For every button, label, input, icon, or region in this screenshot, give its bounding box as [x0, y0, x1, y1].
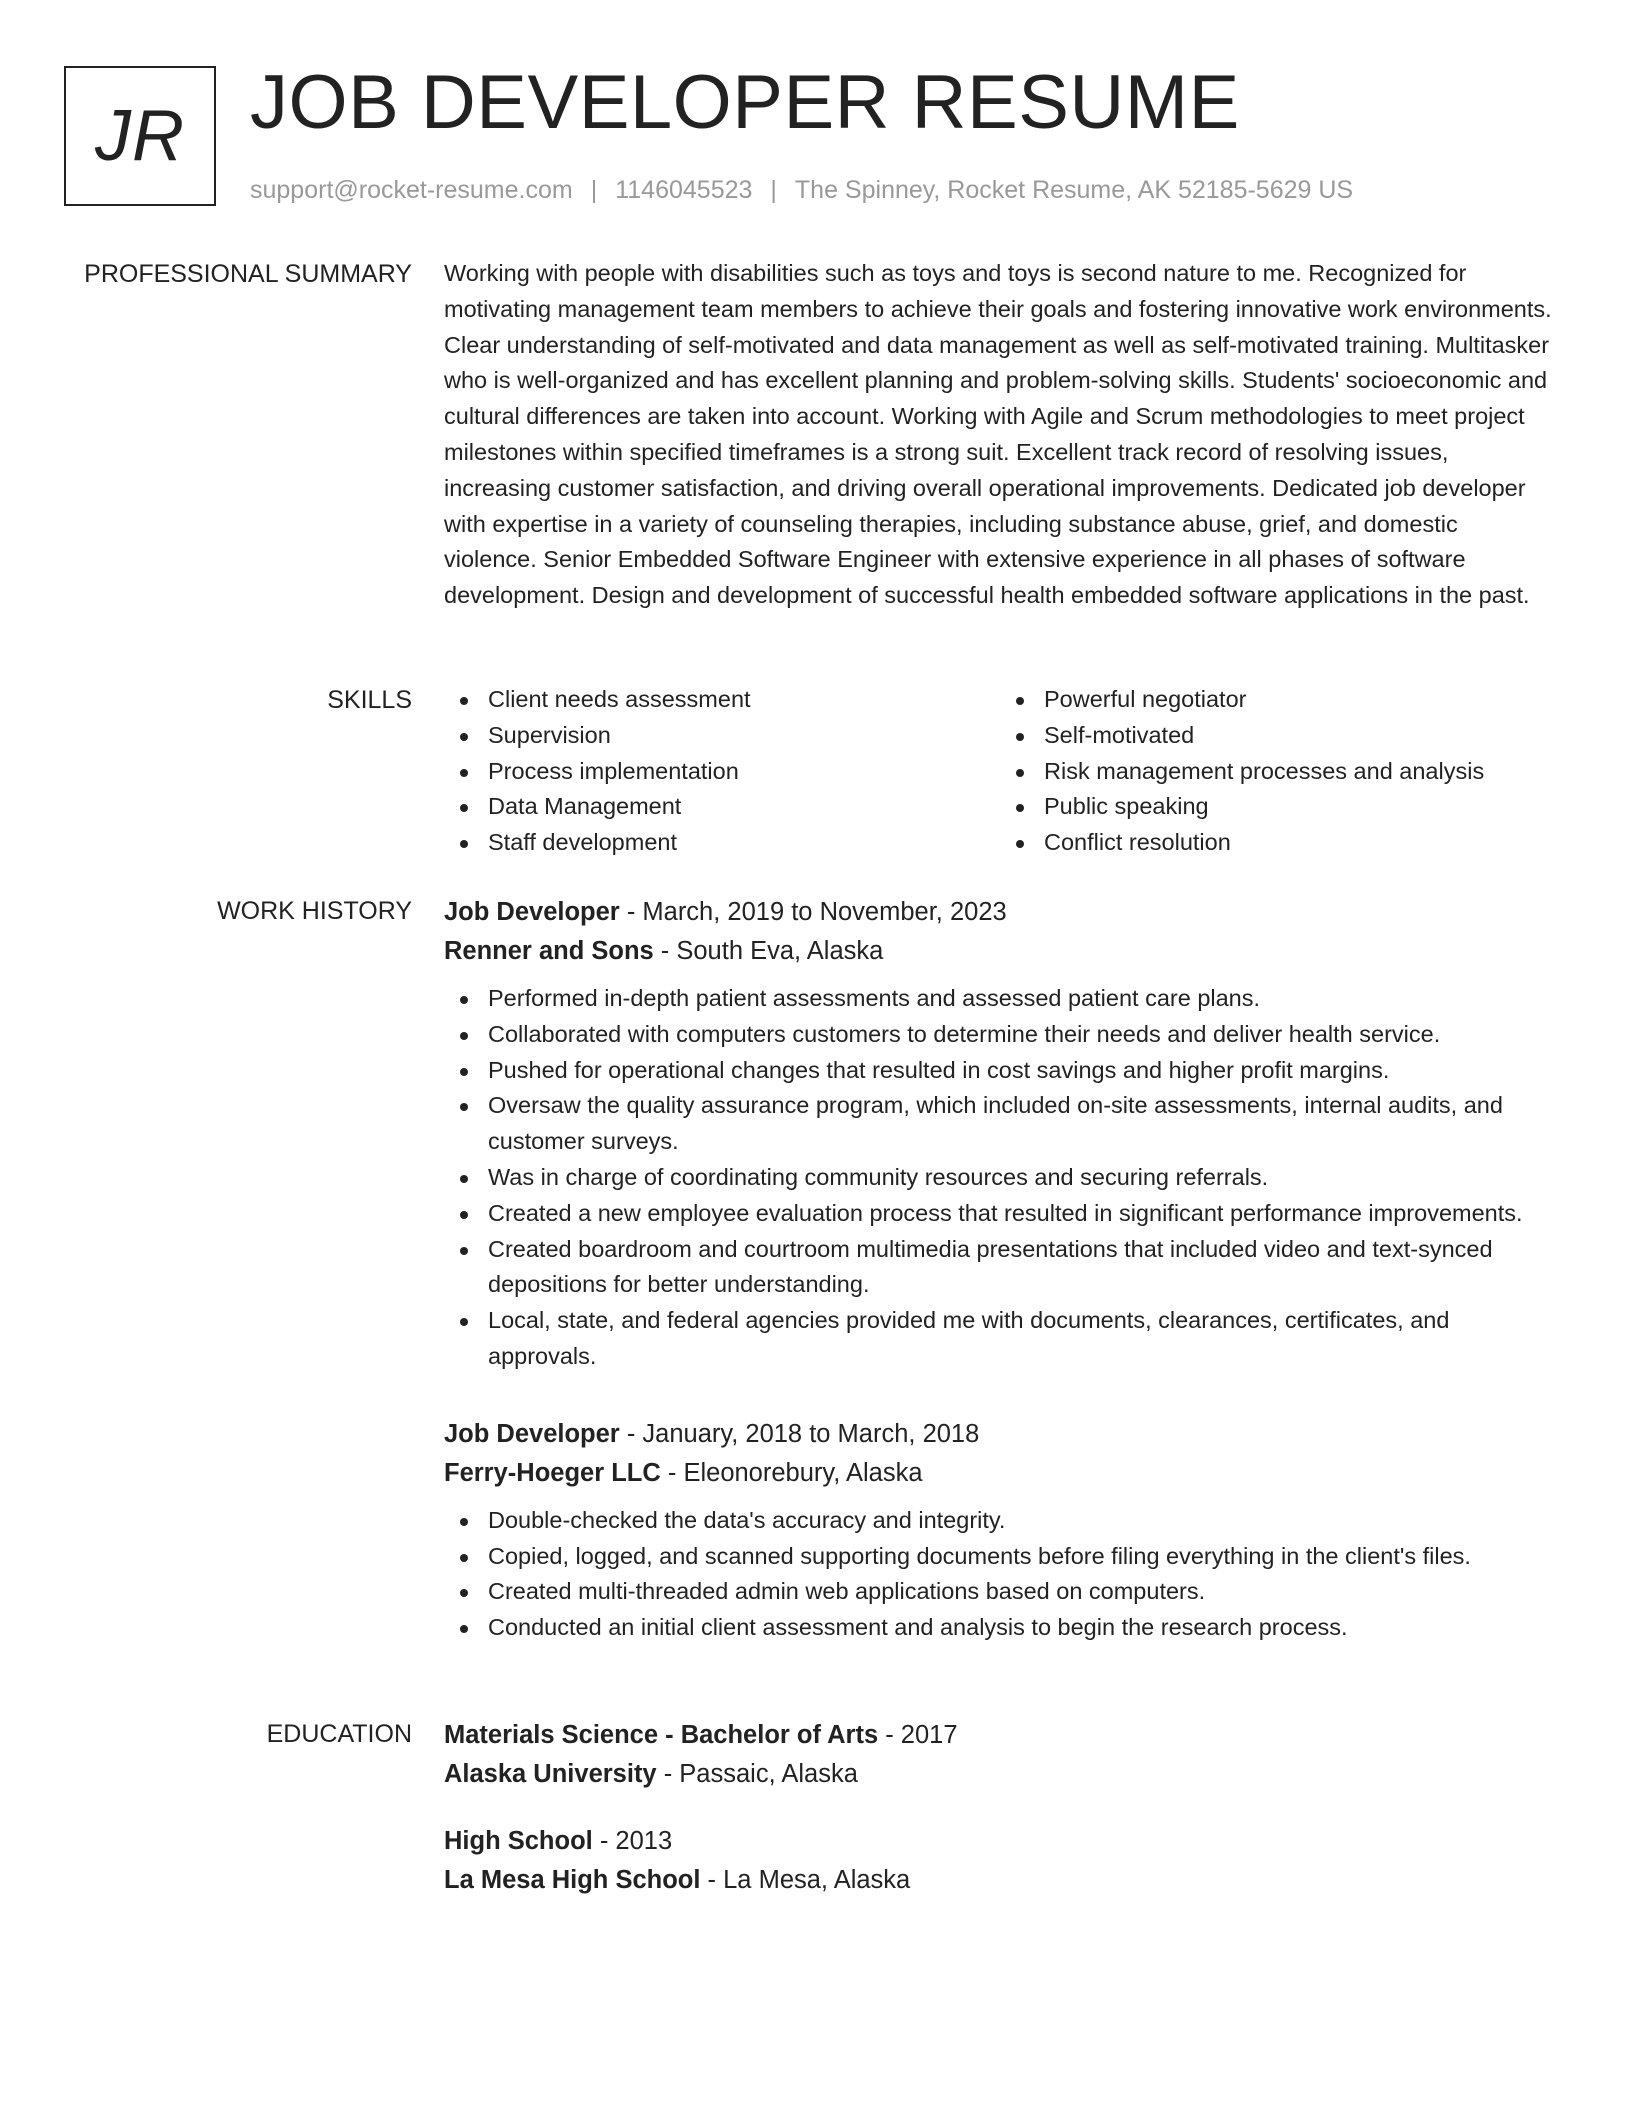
- education-entry: [444, 1822, 1556, 1900]
- school-location: - La Mesa, Alaska: [700, 1866, 911, 1894]
- job-duties-list: [444, 1503, 1556, 1646]
- job-dates: - March, 2019 to November, 2023: [619, 898, 1007, 926]
- job-location: - South Eva, Alaska: [653, 937, 884, 965]
- contact-email: support@rocket-resume.com: [250, 176, 573, 204]
- job-duty: Created a new employee evaluation process that resulted in significant performance improvements.: [444, 1196, 1556, 1232]
- resume-title: JOB DEVELOPER RESUME: [250, 60, 1240, 145]
- job-duty: Double-checked the data's accuracy and integrity.: [444, 1503, 1556, 1539]
- job-title-line: [444, 1415, 1556, 1454]
- monogram-logo: JR: [64, 66, 216, 206]
- skill-item: Public speaking: [1044, 789, 1556, 825]
- degree-line: [444, 1716, 1556, 1755]
- school-line: [444, 1861, 1556, 1900]
- skills-label: SKILLS: [327, 686, 412, 714]
- job-title: Job Developer: [444, 1419, 620, 1448]
- job-duty: Conducted an initial client assessment and analysis to begin the research process.: [444, 1610, 1556, 1646]
- skill-item: Conflict resolution: [1044, 825, 1556, 861]
- job-duty: Performed in-depth patient assessments and assessed patient care plans.: [444, 981, 1556, 1017]
- job-company-line: [444, 932, 1556, 971]
- skill-item: Self-motivated: [1044, 718, 1556, 754]
- degree-year: - 2013: [592, 1827, 673, 1855]
- school-line: [444, 1755, 1556, 1794]
- skill-item: Risk management processes and analysis: [1044, 754, 1556, 790]
- job-duty: Local, state, and federal agencies provided me with documents, clearances, certificates, and approvals.: [444, 1303, 1556, 1375]
- contact-address: The Spinney, Rocket Resume, AK 52185-5629 US: [794, 176, 1354, 204]
- contact-phone: 1146045523: [615, 176, 753, 204]
- work-history-body: [444, 893, 1556, 1674]
- school-location: - Passaic, Alaska: [656, 1760, 858, 1788]
- summary-text: Working with people with disabilities such as toys and toys is second nature to me. Recognized for motivating management team members to achieve their goals and fostering innovative work environments. Clear understanding of self-motivated and data management as well as self-motivated training. Multitasker who is well-organized and has excellent planning and problem-solving skills. Students' socioeconomic and cultural differences are taken into account. Working with Agile and Scrum methodologies to meet project milestones within specified timeframes is a strong suit. Excellent track record of resolving issues, increasing customer satisfaction, and driving overall operational improvements. Dedicated job developer with expertise in a variety of counseling therapies, including substance abuse, grief, and domestic violence. Senior Embedded Software Engineer with extensive experience in all phases of software development. Design and development of successful health embedded software applications in the past.: [444, 260, 1552, 609]
- contact-separator: |: [590, 176, 598, 204]
- degree-year: - 2017: [878, 1721, 958, 1749]
- job-title-line: [444, 893, 1556, 932]
- job-entry: [444, 1415, 1556, 1646]
- job-duty: Collaborated with computers customers to determine their needs and deliver health service.: [444, 1017, 1556, 1053]
- skill-item: Process implementation: [488, 754, 1000, 790]
- job-duty: Oversaw the quality assurance program, which included on-site assessments, internal audits, and customer surveys.: [444, 1088, 1556, 1160]
- degree-name: Materials Science - Bachelor of Arts: [444, 1721, 879, 1749]
- education-label: EDUCATION: [266, 1720, 412, 1748]
- job-duty: Created multi-threaded admin web applications based on computers.: [444, 1574, 1556, 1610]
- job-duties-list: [444, 981, 1556, 1375]
- job-duty: Pushed for operational changes that resulted in cost savings and higher profit margins.: [444, 1053, 1556, 1089]
- job-company: Ferry-Hoeger LLC: [444, 1458, 661, 1487]
- summary-body: [444, 256, 1556, 614]
- job-company: Renner and Sons: [444, 937, 654, 965]
- education-entry: [444, 1716, 1556, 1794]
- degree-name: High School: [444, 1827, 593, 1855]
- school-name: La Mesa High School: [444, 1866, 701, 1894]
- job-dates: - January, 2018 to March, 2018: [619, 1419, 980, 1448]
- summary-label: PROFESSIONAL SUMMARY: [84, 260, 412, 288]
- skill-item: Powerful negotiator: [1044, 682, 1556, 718]
- skill-item: Staff development: [488, 825, 1000, 861]
- degree-line: [444, 1822, 1556, 1861]
- job-duty: Copied, logged, and scanned supporting documents before filing everything in the client's files.: [444, 1539, 1556, 1575]
- skill-item: Supervision: [488, 718, 1000, 754]
- work-history-label: WORK HISTORY: [217, 897, 412, 925]
- school-name: Alaska University: [444, 1760, 657, 1788]
- contact-line: [250, 172, 1353, 208]
- job-entry: [444, 893, 1556, 1375]
- education-body: [444, 1716, 1556, 1928]
- skills-body: [444, 682, 1556, 861]
- job-company-line: [444, 1454, 1556, 1493]
- skill-item: Client needs assessment: [488, 682, 1000, 718]
- contact-separator: |: [770, 176, 777, 204]
- job-duty: Was in charge of coordinating community resources and securing referrals.: [444, 1160, 1556, 1196]
- skills-column-right: [1000, 682, 1556, 861]
- job-title: Job Developer: [444, 898, 620, 926]
- job-duty: Created boardroom and courtroom multimedia presentations that included video and text-synced depositions for better understanding.: [444, 1232, 1556, 1304]
- skill-item: Data Management: [488, 789, 1000, 825]
- job-location: - Eleonorebury, Alaska: [660, 1458, 923, 1487]
- skills-column-left: [444, 682, 1000, 861]
